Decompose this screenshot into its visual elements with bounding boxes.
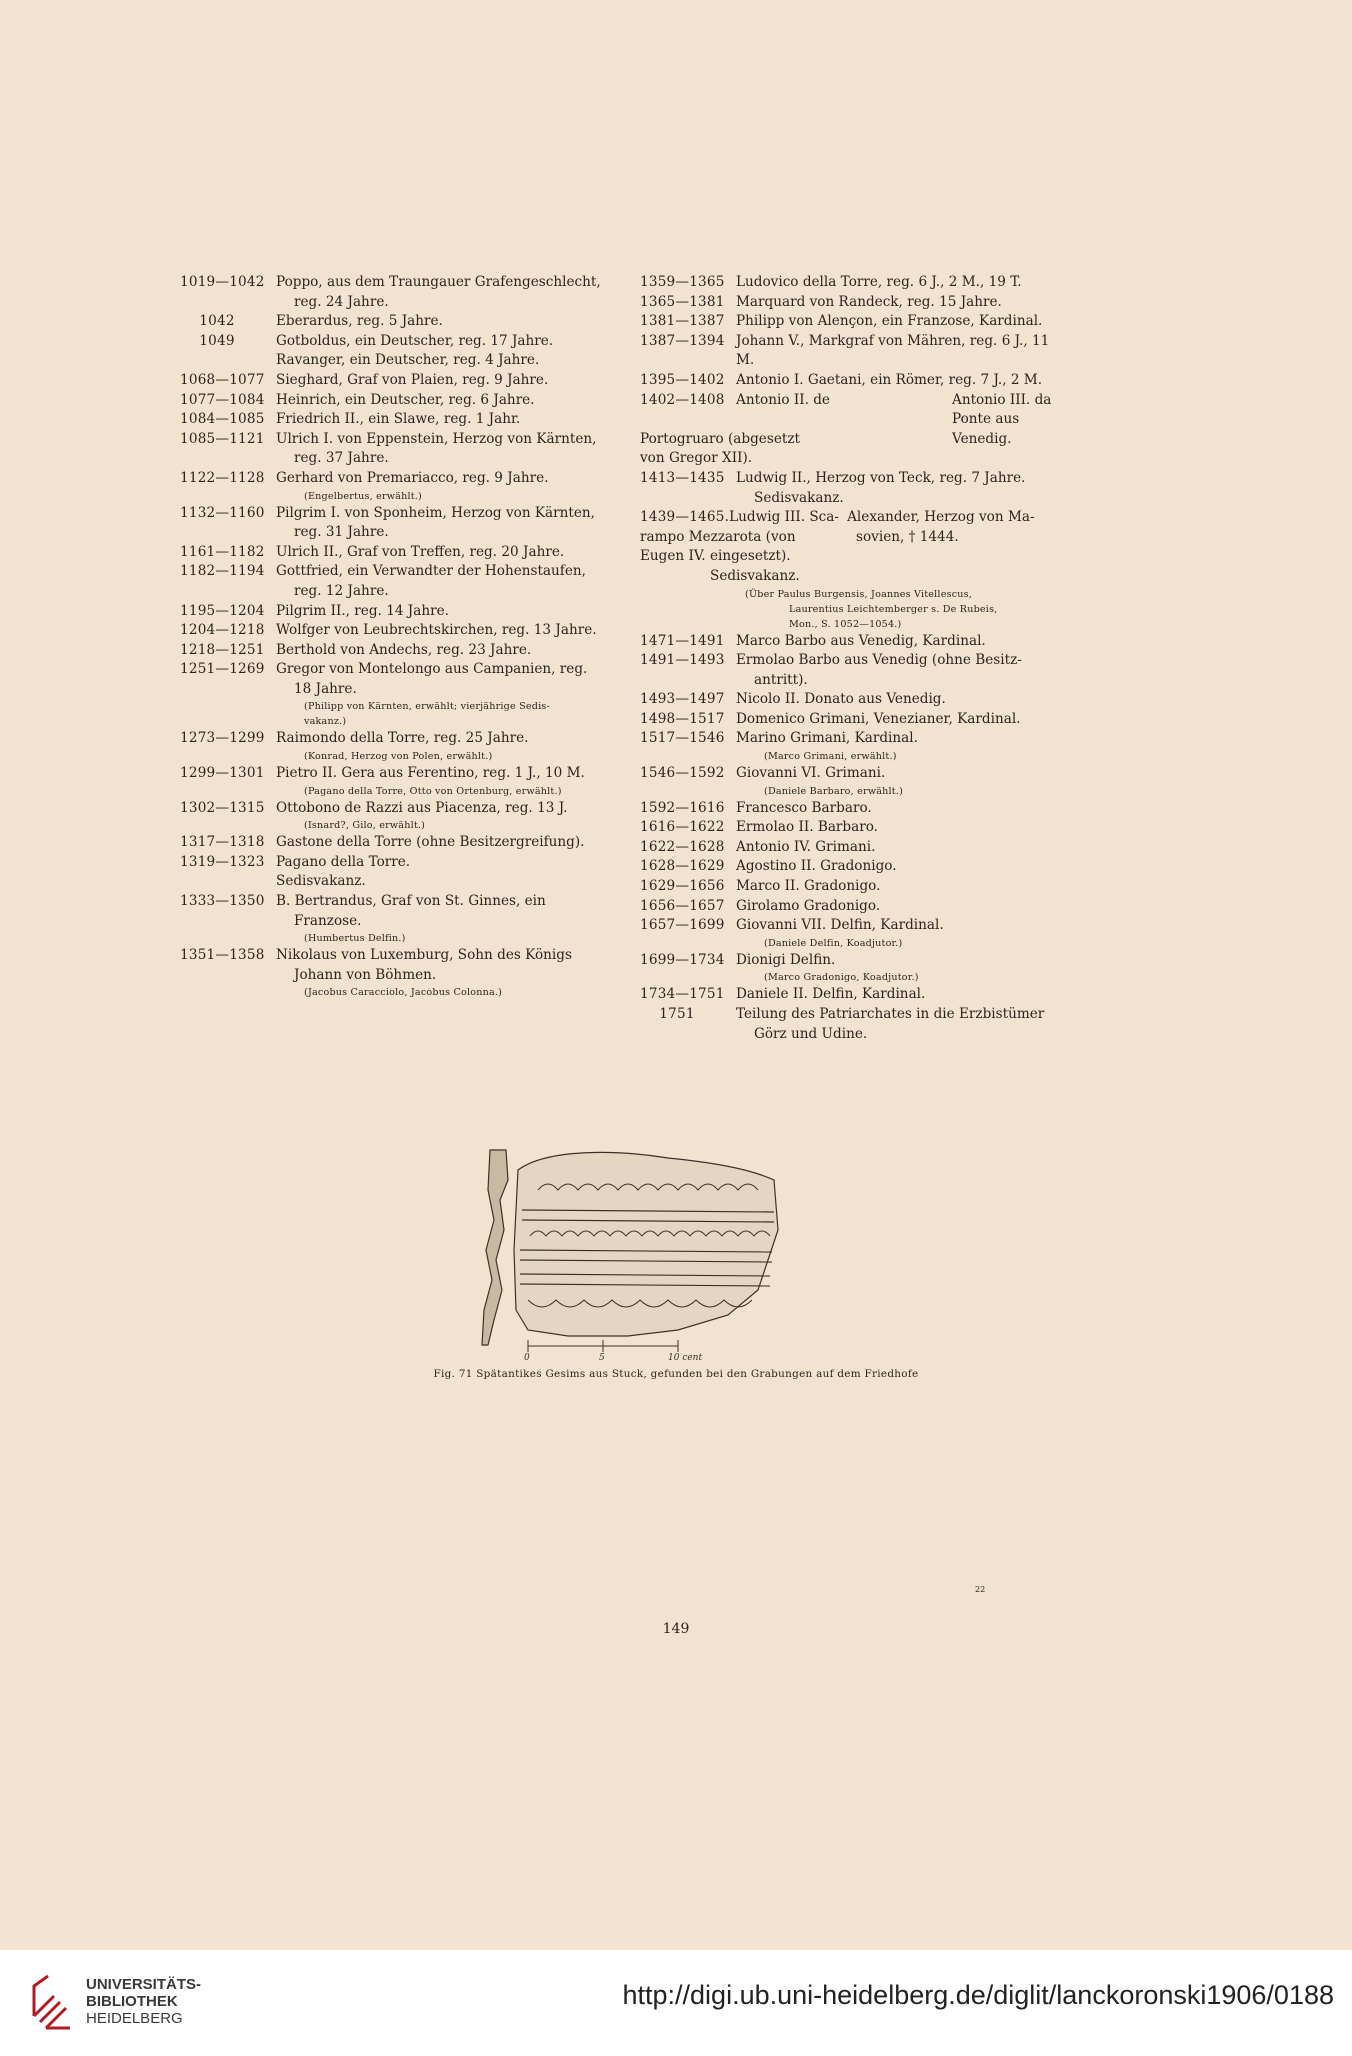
entry-text: Giovanni VI. Grimani.	[736, 765, 886, 782]
entry	[180, 946, 616, 1000]
page-number: 149	[662, 1621, 690, 1637]
scale-label: 10 cent	[668, 1353, 703, 1362]
entry	[180, 504, 616, 543]
entry	[640, 985, 1062, 1005]
entry-text-cont: reg. 31 Jahre.	[294, 524, 389, 541]
entry	[640, 916, 1062, 951]
entry	[640, 799, 1062, 819]
entry-years: 1395—1402	[640, 371, 725, 388]
entry-years: 1019—1042	[180, 274, 265, 290]
entry-years: 1751	[659, 1006, 695, 1022]
entry	[180, 892, 616, 946]
entry-text: Marco Barbo aus Venedig, Kardinal.	[736, 632, 986, 649]
entry-years: 1317—1318	[180, 834, 265, 851]
entry-note: (Jacobus Caracciolo, Jacobus Colonna.)	[304, 987, 503, 999]
entry	[180, 853, 616, 873]
entry-years: 1195—1204	[180, 602, 265, 619]
entry	[640, 818, 1062, 838]
entry-text: Gottfried, ein Verwandter der Hohenstaufen,	[276, 563, 586, 580]
entry	[640, 332, 1062, 371]
entry-text: Ermolao Barbo aus Venedig (ohne Besitz-	[736, 652, 1022, 669]
entry-note: (Isnard?, Gilo, erwählt.)	[304, 820, 426, 832]
entry-text: Poppo, aus dem Traungauer Grafengeschlecht,	[276, 274, 601, 290]
entry-note: (Konrad, Herzog von Polen, erwählt.)	[304, 751, 493, 763]
entry-years: 1498—1517	[640, 710, 725, 727]
entry-years: 1493—1497	[640, 691, 725, 708]
entry-text: Ludwig II., Herzog von Teck, reg. 7 Jahre.	[736, 469, 1026, 486]
entry-years: 1546—1592	[640, 765, 725, 782]
entry-text: Teilung des Patriarchates in die Erzbistümer	[736, 1006, 1045, 1022]
entry-text: Gastone della Torre (ohne Besitzergreifung).	[276, 834, 585, 851]
signature-mark: 22	[975, 1585, 986, 1594]
entry-years: 1299—1301	[180, 765, 265, 782]
entry-note: (Marco Gradonigo, Koadjutor.)	[764, 972, 919, 984]
entry-text: Ottobono de Razzi aus Piacenza, reg. 13 J.	[276, 799, 568, 816]
entry-text: Antonio I. Gaetani, ein Römer, reg. 7 J., 2 M.	[736, 371, 1043, 388]
right-column: 1359—1365 Ludovico della Torre, reg. 6 J., 2 M., 19 T. 1365—1381 Marquard von Randeck, reg. 15 Jahre. 1381—1387 Philipp von Alençon, ein Franzose, Kardinal. 1387—1394 Johann V., Markgraf von Mähren, reg. 6 J., 11 M. 1395—1402 Antonio I. Gaetani, ein Römer, reg. 7 J., 2 M. 1402—1408 Antonio II. de Antonio III. da Ponte aus Portogruaro (abgesetzt Venedig. von Gregor XII). 1413—1435 Ludwig II., Herzog von Teck, reg. 7 Jahre. Sedisvakanz. 1439—1465. Ludwig III. Sca- Alexander, Herzog von Ma- rampo Mezzarota (von sovien, † 1444. Eugen IV. eingesetzt). Sedisvakanz. (Über Paulus Burgensis, Joannes Vitellescus, Laurentius Leichtemberger s. De Rubeis, Mon., S. 1052—1054.) 1471—1491 Marco Barbo aus Venedig, Kardinal. 1491—1493 Ermolao Barbo aus Venedig (ohne Besitz- antritt). 1493—1497 Nicolo II. Donato aus Venedig. 1498—1517 Domenico Grimani, Venezianer, Kardinal. 1517—1546 Marino Grimani, Kardinal. (Marco Grimani, erwählt.) 1546—1592 Giovanni VI. Grimani. (Daniele Barbaro, erwählt.) 1592—1616 Francesco Barbaro. 1616—1622 Ermolao II. Barbaro. 1622—1628 Antonio IV. Grimani. 1628—1629 Agostino II. Gradonigo. 1629—1656 Marco II. Gradonigo. 1656—1657 Girolamo Gradonigo. 1657—1699 Giovanni VII. Delfin, Kardinal. (Daniele Delfin, Koadjutor.) 1699—1734 Dionigi Delfin. (Marco Gradonigo, Koadjutor.) 1734—1751 Daniele II. Delfin, Kardinal. 1751 Teilung des Patriarchates in die Erzbistümer Görz und Udine.	[640, 273, 1062, 1044]
entry	[180, 602, 616, 622]
entry-years: 1365—1381	[640, 293, 725, 310]
entry-years: 1471—1491	[640, 632, 725, 649]
entry-years: 1628—1629	[640, 858, 725, 875]
entry	[180, 872, 616, 892]
entry-text: Gregor von Montelongo aus Campanien, reg.	[276, 661, 588, 678]
entry-text-cont: Sedisvakanz.	[754, 489, 844, 506]
entry-text: Ermolao II. Barbaro.	[736, 819, 878, 836]
entry-text-cont: reg. 37 Jahre.	[294, 450, 389, 467]
entry-years: 1629—1656	[640, 878, 725, 895]
entry	[180, 430, 616, 469]
entry-years: 1734—1751	[640, 986, 725, 1003]
entry-text: Raimondo della Torre, reg. 25 Jahre.	[276, 730, 529, 747]
entry-text: Nicolo II. Donato aus Venedig.	[736, 691, 946, 708]
entry	[640, 710, 1062, 730]
entry-text: Daniele II. Delfin, Kardinal.	[736, 986, 926, 1003]
entry	[640, 632, 1062, 652]
entry-text: Gerhard von Premariacco, reg. 9 Jahre.	[276, 469, 549, 486]
entry-text-cont: Franzose.	[294, 912, 362, 929]
scale-label: 0	[524, 1353, 530, 1362]
entry-years: 1333—1350	[180, 893, 265, 910]
entry	[180, 391, 616, 411]
entry-years: 1161—1182	[180, 543, 265, 560]
entry-split-1402: 1402—1408 Antonio II. de Antonio III. da Ponte aus	[640, 391, 1052, 428]
entry-text: Gotboldus, ein Deutscher, reg. 17 Jahre.	[276, 332, 554, 349]
entry	[640, 273, 1062, 293]
entry-text: Wolfger von Leubrechtskirchen, reg. 13 Jahre.	[276, 622, 597, 639]
entry-years: 1517—1546	[640, 730, 725, 747]
entry	[180, 273, 616, 312]
entry	[640, 371, 1062, 391]
entry-years: 1413—1435	[640, 469, 725, 486]
source-url-link[interactable]: http://digi.ub.uni-heidelberg.de/diglit/lanckoronski1906/0188	[622, 1980, 1334, 2010]
entry	[640, 1005, 1062, 1044]
entry-years: 1068—1077	[180, 371, 265, 388]
entry-text: Agostino II. Gradonigo.	[736, 858, 897, 875]
entry-years: 1204—1218	[180, 622, 265, 639]
library-logo-icon	[28, 1972, 76, 2036]
entry-text-cont: reg. 24 Jahre.	[294, 293, 389, 310]
entry	[180, 543, 616, 563]
entry-note: (Daniele Delfin, Koadjutor.)	[764, 937, 903, 949]
entry-years	[180, 351, 276, 371]
sedisvakanz: Sedisvakanz.	[710, 567, 800, 584]
entry-years: 1656—1657	[640, 897, 725, 914]
entry-note: vakanz.)	[304, 716, 347, 728]
entry-text: Sieghard, Graf von Plaien, reg. 9 Jahre.	[276, 371, 549, 388]
entry-text: Friedrich II., ein Slawe, reg. 1 Jahr.	[276, 411, 521, 428]
entry-years: 1085—1121	[180, 430, 265, 447]
entry-text: Marquard von Randeck, reg. 15 Jahre.	[736, 293, 1002, 310]
entry-text-cont: antritt).	[754, 671, 808, 688]
entry-years: 1132—1160	[180, 504, 265, 521]
entry-text: Pilgrim I. von Sponheim, Herzog von Kärnten,	[276, 504, 595, 521]
scale-label: 5	[599, 1353, 605, 1362]
entry-text: Ulrich I. von Eppenstein, Herzog von Kärnten,	[276, 430, 597, 447]
entry	[180, 371, 616, 391]
entry	[180, 469, 616, 504]
entry-years: 1319—1323	[180, 853, 265, 870]
entry	[180, 799, 616, 834]
entry	[640, 877, 1062, 897]
entry-years: 1042	[199, 313, 235, 330]
entry-text: Sedisvakanz.	[276, 873, 366, 890]
entry-text: Eberardus, reg. 5 Jahre.	[276, 313, 443, 330]
entry-years: 1616—1622	[640, 819, 725, 836]
entry	[180, 332, 616, 352]
entry-years: 1657—1699	[640, 917, 725, 934]
entry-years: 1251—1269	[180, 661, 265, 678]
footer-bar	[0, 1950, 1352, 2056]
entry-years: 1592—1616	[640, 799, 725, 816]
entry	[180, 351, 616, 371]
figure-caption: Fig. 71 Spätantikes Gesims aus Stuck, gefunden bei den Grabungen auf dem Friedhofe	[433, 1368, 919, 1380]
entry-text: Ludovico della Torre, reg. 6 J., 2 M., 19 T.	[736, 274, 1022, 290]
entry-text: Nikolaus von Luxemburg, Sohn des Königs	[276, 947, 572, 964]
entry-years	[180, 872, 276, 892]
entry-years: 1084—1085	[180, 411, 265, 428]
entry	[180, 562, 616, 601]
entry	[640, 293, 1062, 313]
entry-text: Domenico Grimani, Venezianer, Kardinal.	[736, 710, 1021, 727]
entry	[180, 621, 616, 641]
cornice-fragment-figure	[478, 1140, 790, 1362]
entry-years: 1182—1194	[180, 563, 265, 580]
entry-text: Berthold von Andechs, reg. 23 Jahre.	[276, 641, 532, 658]
entry	[180, 312, 616, 332]
entry-text: Pagano della Torre.	[276, 853, 411, 870]
entry	[640, 838, 1062, 858]
note-ueber: (Über Paulus Burgensis, Joannes Vitellescus, Laurentius Leichtemberger s. De Rubeis, Mon., S. 1052—1054.)	[745, 588, 998, 630]
entry-text: Giovanni VII. Delfin, Kardinal.	[736, 917, 944, 934]
entry-text-cont: reg. 12 Jahre.	[294, 582, 389, 599]
entry	[180, 641, 616, 661]
entry-years: 1699—1734	[640, 951, 725, 968]
entry-text: Philipp von Alençon, ein Franzose, Kardinal.	[736, 313, 1043, 330]
entry-years: 1491—1493	[640, 652, 725, 669]
entry-years: 1359—1365	[640, 274, 725, 290]
entry-years: 1351—1358	[180, 947, 265, 964]
entry	[640, 897, 1062, 917]
entry	[180, 764, 616, 799]
entry	[640, 729, 1062, 764]
entry-years: 1622—1628	[640, 838, 725, 855]
entry	[180, 410, 616, 430]
library-name: UNIVERSITÄTS- BIBLIOTHEK HEIDELBERG	[86, 1976, 202, 2027]
entry-text: Pietro II. Gera aus Ferentino, reg. 1 J., 10 M.	[276, 765, 585, 782]
entry-text-cont: Johann von Böhmen.	[294, 966, 437, 983]
entry-years: 1381—1387	[640, 313, 725, 330]
left-column	[180, 273, 616, 1000]
entry-text: Marco II. Gradonigo.	[736, 878, 881, 895]
entry-note: (Humbertus Delfin.)	[304, 933, 406, 945]
entry-years: 1273—1299	[180, 730, 265, 747]
entry	[640, 312, 1062, 332]
entry-note: (Philipp von Kärnten, erwählt; vierjährige Sedis-	[304, 701, 550, 713]
entry-note: (Pagano della Torre, Otto von Ortenburg, erwählt.)	[304, 785, 562, 797]
entry-text: Marino Grimani, Kardinal.	[736, 730, 918, 747]
entry-text: Francesco Barbaro.	[736, 799, 872, 816]
entry-note: (Engelbertus, erwählt.)	[304, 490, 422, 502]
entry-text: Pilgrim II., reg. 14 Jahre.	[276, 602, 449, 619]
entry	[640, 951, 1062, 986]
entry-text: Dionigi Delfin.	[736, 951, 836, 968]
entry	[180, 833, 616, 853]
entry-note: (Daniele Barbaro, erwählt.)	[764, 785, 904, 797]
entry-years: 1077—1084	[180, 391, 265, 408]
entry	[640, 857, 1062, 877]
entry	[640, 651, 1062, 690]
entry-years: 1049	[199, 332, 235, 349]
entry-years: 1122—1128	[180, 469, 265, 486]
entry-note: (Marco Grimani, erwählt.)	[764, 751, 897, 763]
entry-text: Johann V., Markgraf von Mähren, reg. 6 J., 11 M.	[736, 332, 1050, 369]
entry-years: 1387—1394	[640, 332, 725, 349]
entry-text: Girolamo Gradonigo.	[736, 897, 881, 914]
entry-text: B. Bertrandus, Graf von St. Ginnes, ein	[276, 893, 546, 910]
entry-text: Ulrich II., Graf von Treffen, reg. 20 Jahre.	[276, 543, 565, 560]
entry	[640, 690, 1062, 710]
entry-text-cont: 18 Jahre.	[294, 680, 357, 697]
entry-years: 1302—1315	[180, 799, 265, 816]
entry-text: Antonio IV. Grimani.	[736, 838, 876, 855]
entry	[180, 660, 616, 729]
entry-years: 1218—1251	[180, 641, 265, 658]
entry	[180, 729, 616, 764]
entry-text: Ravanger, ein Deutscher, reg. 4 Jahre.	[276, 352, 540, 369]
entry-text: Heinrich, ein Deutscher, reg. 6 Jahre.	[276, 391, 535, 408]
entry-text-cont: Görz und Udine.	[754, 1025, 868, 1042]
entry	[640, 469, 1062, 508]
entry	[640, 764, 1062, 799]
entry-split-1439: 1439—1465. Ludwig III. Sca- Alexander, Herzog von Ma-	[640, 509, 1035, 526]
